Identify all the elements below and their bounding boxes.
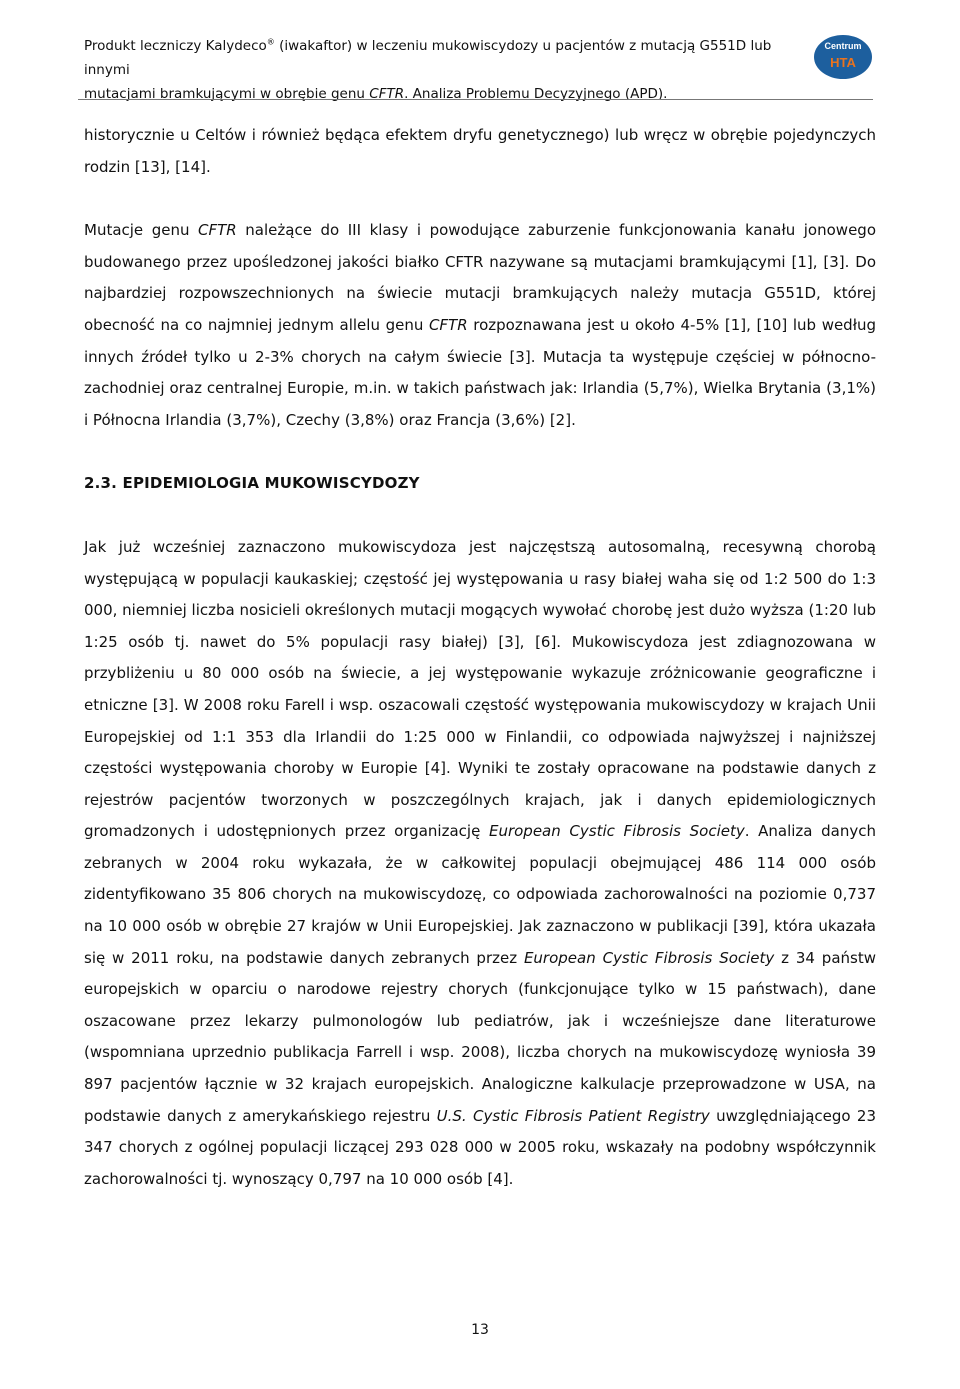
paragraph-2-text-a: Mutacje genu (84, 221, 199, 240)
header-product-name: Produkt leczniczy Kalydeco (84, 38, 267, 54)
organization-name: European Cystic Fibrosis Society (488, 822, 745, 841)
registry-name: U.S. Cystic Fibrosis Patient Registry (436, 1106, 710, 1125)
header-line-1-rest: (iwakaftor) w leczeniu mukowiscydozy u pacjentów z mutacją G551D lub innymi (84, 38, 772, 78)
paragraph-2-text-c: rozpoznawana jest u około 4-5% [1], [10] lub według innych źródeł tylko u 2-3% chorych na całym świecie [3]. Mutacja ta występuje częściej w północno-zachodniej oraz centralnej Europie, m.in. w takich państwach jak: Irlandia (5,7%), Wielka Brytania (3,1%) i Północna Irlandia (3,7%), Czechy (3,8%) oraz Francja (3,6%) [2]. (84, 315, 876, 429)
logo-text-top: Centrum (824, 41, 862, 51)
document-header (84, 34, 814, 106)
section-heading: 2.3. EPIDEMIOLOGIA MUKOWISCYDOZY (84, 474, 420, 493)
header-line-2-start: mutacjami bramkującymi w obrębie genu (84, 86, 370, 102)
document-body (84, 120, 876, 1195)
paragraph-1: historycznie u Celtów i również będąca efektem dryfu genetycznego) lub wręcz w obrębie pojedynczych rodzin [13], [14]. (84, 126, 876, 176)
page-number: 13 (471, 1322, 489, 1338)
paragraph-3-text-d: uwzględniającego 23 347 chorych z ogólnej populacji liczącej 293 028 000 w 2005 roku, wskazały na podobny współczynnik zachorowalności tj. wynoszący 0,797 na 10 000 osób [4]. (84, 1106, 876, 1188)
centrum-hta-logo (813, 33, 873, 81)
organization-name: European Cystic Fibrosis Society (523, 948, 775, 967)
gene-name: CFTR (428, 315, 468, 334)
header-gene: CFTR (369, 86, 405, 102)
registered-mark: ® (266, 37, 275, 47)
header-line-1 (84, 34, 814, 82)
paragraph-3-text-b: . Analiza danych zebranych w 2004 roku wykazała, że w całkowitej populacji obejmującej 486 114 000 osób zidentyfikowano 35 806 chorych na mukowiscydozę, co odpowiada zachorowalności na poziomie 0,737 na 10 000 osób w obrębie 27 krajów w Unii Europejskiej. Jak zaznaczono w publikacji [39], która ukazała się w 2011 roku, na podstawie danych zebranych przez (84, 822, 876, 967)
header-line-2 (84, 82, 814, 106)
paragraph-2 (84, 215, 876, 436)
header-line-2-end: . Analiza Problemu Decyzyjnego (APD). (404, 86, 668, 102)
header-divider (78, 99, 873, 100)
paragraph-3 (84, 532, 876, 1195)
paragraph-2-text-b: należące do III klasy i powodujące zaburzenie funkcjonowania kanału jonowego budowanego przez upośledzonej jakości białko CFTR nazywane są mutacjami bramkującymi [1], [3]. Do najbardziej rozpowszechnionych na świecie mutacji bramkujących należy mutacja G551D, której obecność na co najmniej jednym allelu genu (84, 221, 876, 334)
paragraph-3-text-c: z 34 państw europejskich w oparciu o narodowe rejestry chorych (funkcjonujące tylko w 15 państwach), dane oszacowane przez lekarzy pulmonologów lub pediatrów, jak i wcześniejsze dane literaturowe (wspomniana uprzednio publikacja Farrell i wsp. 2008), liczba chorych na mukowiscydozę wyniosła 39 897 pacjentów łącznie w 32 krajach europejskich. Analogiczne kalkulacje przeprowadzone w USA, na podstawie danych z amerykańskiego rejestru (84, 948, 876, 1125)
logo-text-bottom: HTA (830, 55, 856, 70)
paragraph-3-text-a: Jak już wcześniej zaznaczono mukowiscydoza jest najczęstszą autosomalną, recesywną chorobą występującą w populacji kaukaskiej; częstość jej występowania u rasy białej waha się od 1:2 500 do 1:3 000, niemniej liczba nosicieli określonych mutacji mogących wywołać chorobę jest dużo wyższa (1:20 lub 1:25 osób tj. nawet do 5% populacji rasy białej) [3], [6]. Mukowiscydoza jest zdiagnozowana w przybliżeniu u 80 000 osób na świecie, a jej występowanie wykazuje zróżnicowanie geograficzne i etniczne [3]. W 2008 roku Farell i wsp. oszacowali częstość występowania mukowiscydozy w krajach Unii Europejskiej od 1:1 353 dla Irlandii do 1:25 000 w Finlandii, co odpowiada najwyższej i najniższej częstości występowania choroby w Europie [4]. Wyniki te zostały opracowane na podstawie danych z rejestrów pacjentów tworzonych w poszczególnych krajach, jak i danych epidemiologicznych gromadzonych i udostępnionych przez organizację (84, 537, 876, 841)
gene-name: CFTR (198, 221, 237, 240)
